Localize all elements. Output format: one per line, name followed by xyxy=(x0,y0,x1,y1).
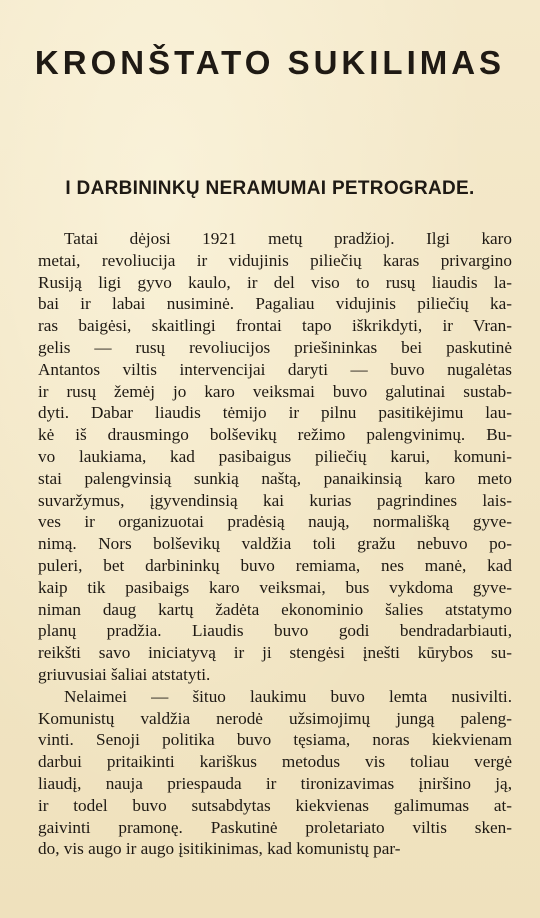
body-text xyxy=(38,228,512,860)
text-line: darbui pritaikinti kariškus metodus vis toliau vergė xyxy=(38,752,512,772)
text-line: ir todel buvo sutsabdytas kiekvienas galimumas at- xyxy=(38,795,512,815)
text-line: ras baigėsi, skaitlingi frontai tapo iškrikdyti, ir Vran- xyxy=(38,316,512,336)
text-line: stai palengvinsią sunkią naštą, panaikinsią karo meto xyxy=(38,468,512,488)
text-line: griuvusiai šaliai atstatyti. xyxy=(38,664,211,684)
text-line: planų pradžia. Liaudis buvo godi bendradarbiauti, xyxy=(38,621,512,641)
text-line: kė iš drausmingo bolševikų režimo palengvinimų. Bu- xyxy=(38,425,512,445)
text-line: dyti. Dabar liaudis tėmijo ir pilnu pasitikėjimu lau- xyxy=(38,403,512,423)
text-line: Komunistų valdžia nerodė užsimojimų jungą paleng- xyxy=(38,708,512,728)
text-line: vo laukiama, kad pasibaigus piliečių karui, komuni- xyxy=(38,446,512,466)
text-line: niman daug kartų žadėta ekonominio šalies atstatymo xyxy=(38,599,512,619)
text-line: Rusiją ligi gyvo kaulo, ir del viso to rusų liaudis la- xyxy=(38,272,512,292)
text-line: Tatai dėjosi 1921 metų pradžioj. Ilgi karo xyxy=(64,229,512,248)
text-line: suvaržymus, įgyvendinsią kai kurias pagrindines lais- xyxy=(38,490,512,510)
text-line: ir rusų žemėj jo karo veiksmai buvo galutinai sustab- xyxy=(38,381,512,401)
text-line: gaivinti pramonę. Paskutinė proletariato viltis sken- xyxy=(38,817,512,837)
text-line: bai ir labai nusiminė. Pagaliau vidujinis piliečių ka- xyxy=(38,294,512,314)
text-line: vinti. Senoji politika buvo tęsiama, noras kiekvienam xyxy=(38,730,512,750)
text-line: gelis — rusų revoliucijos priešininkas bei paskutinė xyxy=(38,337,512,357)
section-heading: I DARBININKŲ NERAMUMAI PETROGRADE. xyxy=(65,178,475,199)
text-line: Antantos viltis intervencijai daryti — buvo nugalėtas xyxy=(38,359,512,379)
text-line: reikšti savo iniciatyvą ir ji stengėsi įnešti kūrybos su- xyxy=(38,643,512,663)
text-line: do, vis augo ir augo įsitikinimas, kad komunistų par- xyxy=(38,839,401,859)
text-line: liaudį, nauja priespauda ir tironizavimas įniršino ją, xyxy=(38,773,512,793)
text-line: ves ir organizuotai pradėsią naują, normališką gyve- xyxy=(38,512,512,532)
text-line: nimą. Nors bolševikų valdžia toli gražu nebuvo po- xyxy=(38,534,512,554)
text-line: Nelaimei — šituo laukimu buvo lemta nusivilti. xyxy=(64,686,512,706)
chapter-title: KRONŠTATO SUKILIMAS xyxy=(34,44,506,81)
text-line: puleri, bet darbininkų buvo remiama, nes manė, kad xyxy=(38,555,512,575)
text-line: kaip tik pasibaigs karo veiksmai, bus vykdoma gyve- xyxy=(38,577,512,597)
text-line: metai, revoliucija ir vidujinis piliečių karas privargino xyxy=(38,250,512,270)
